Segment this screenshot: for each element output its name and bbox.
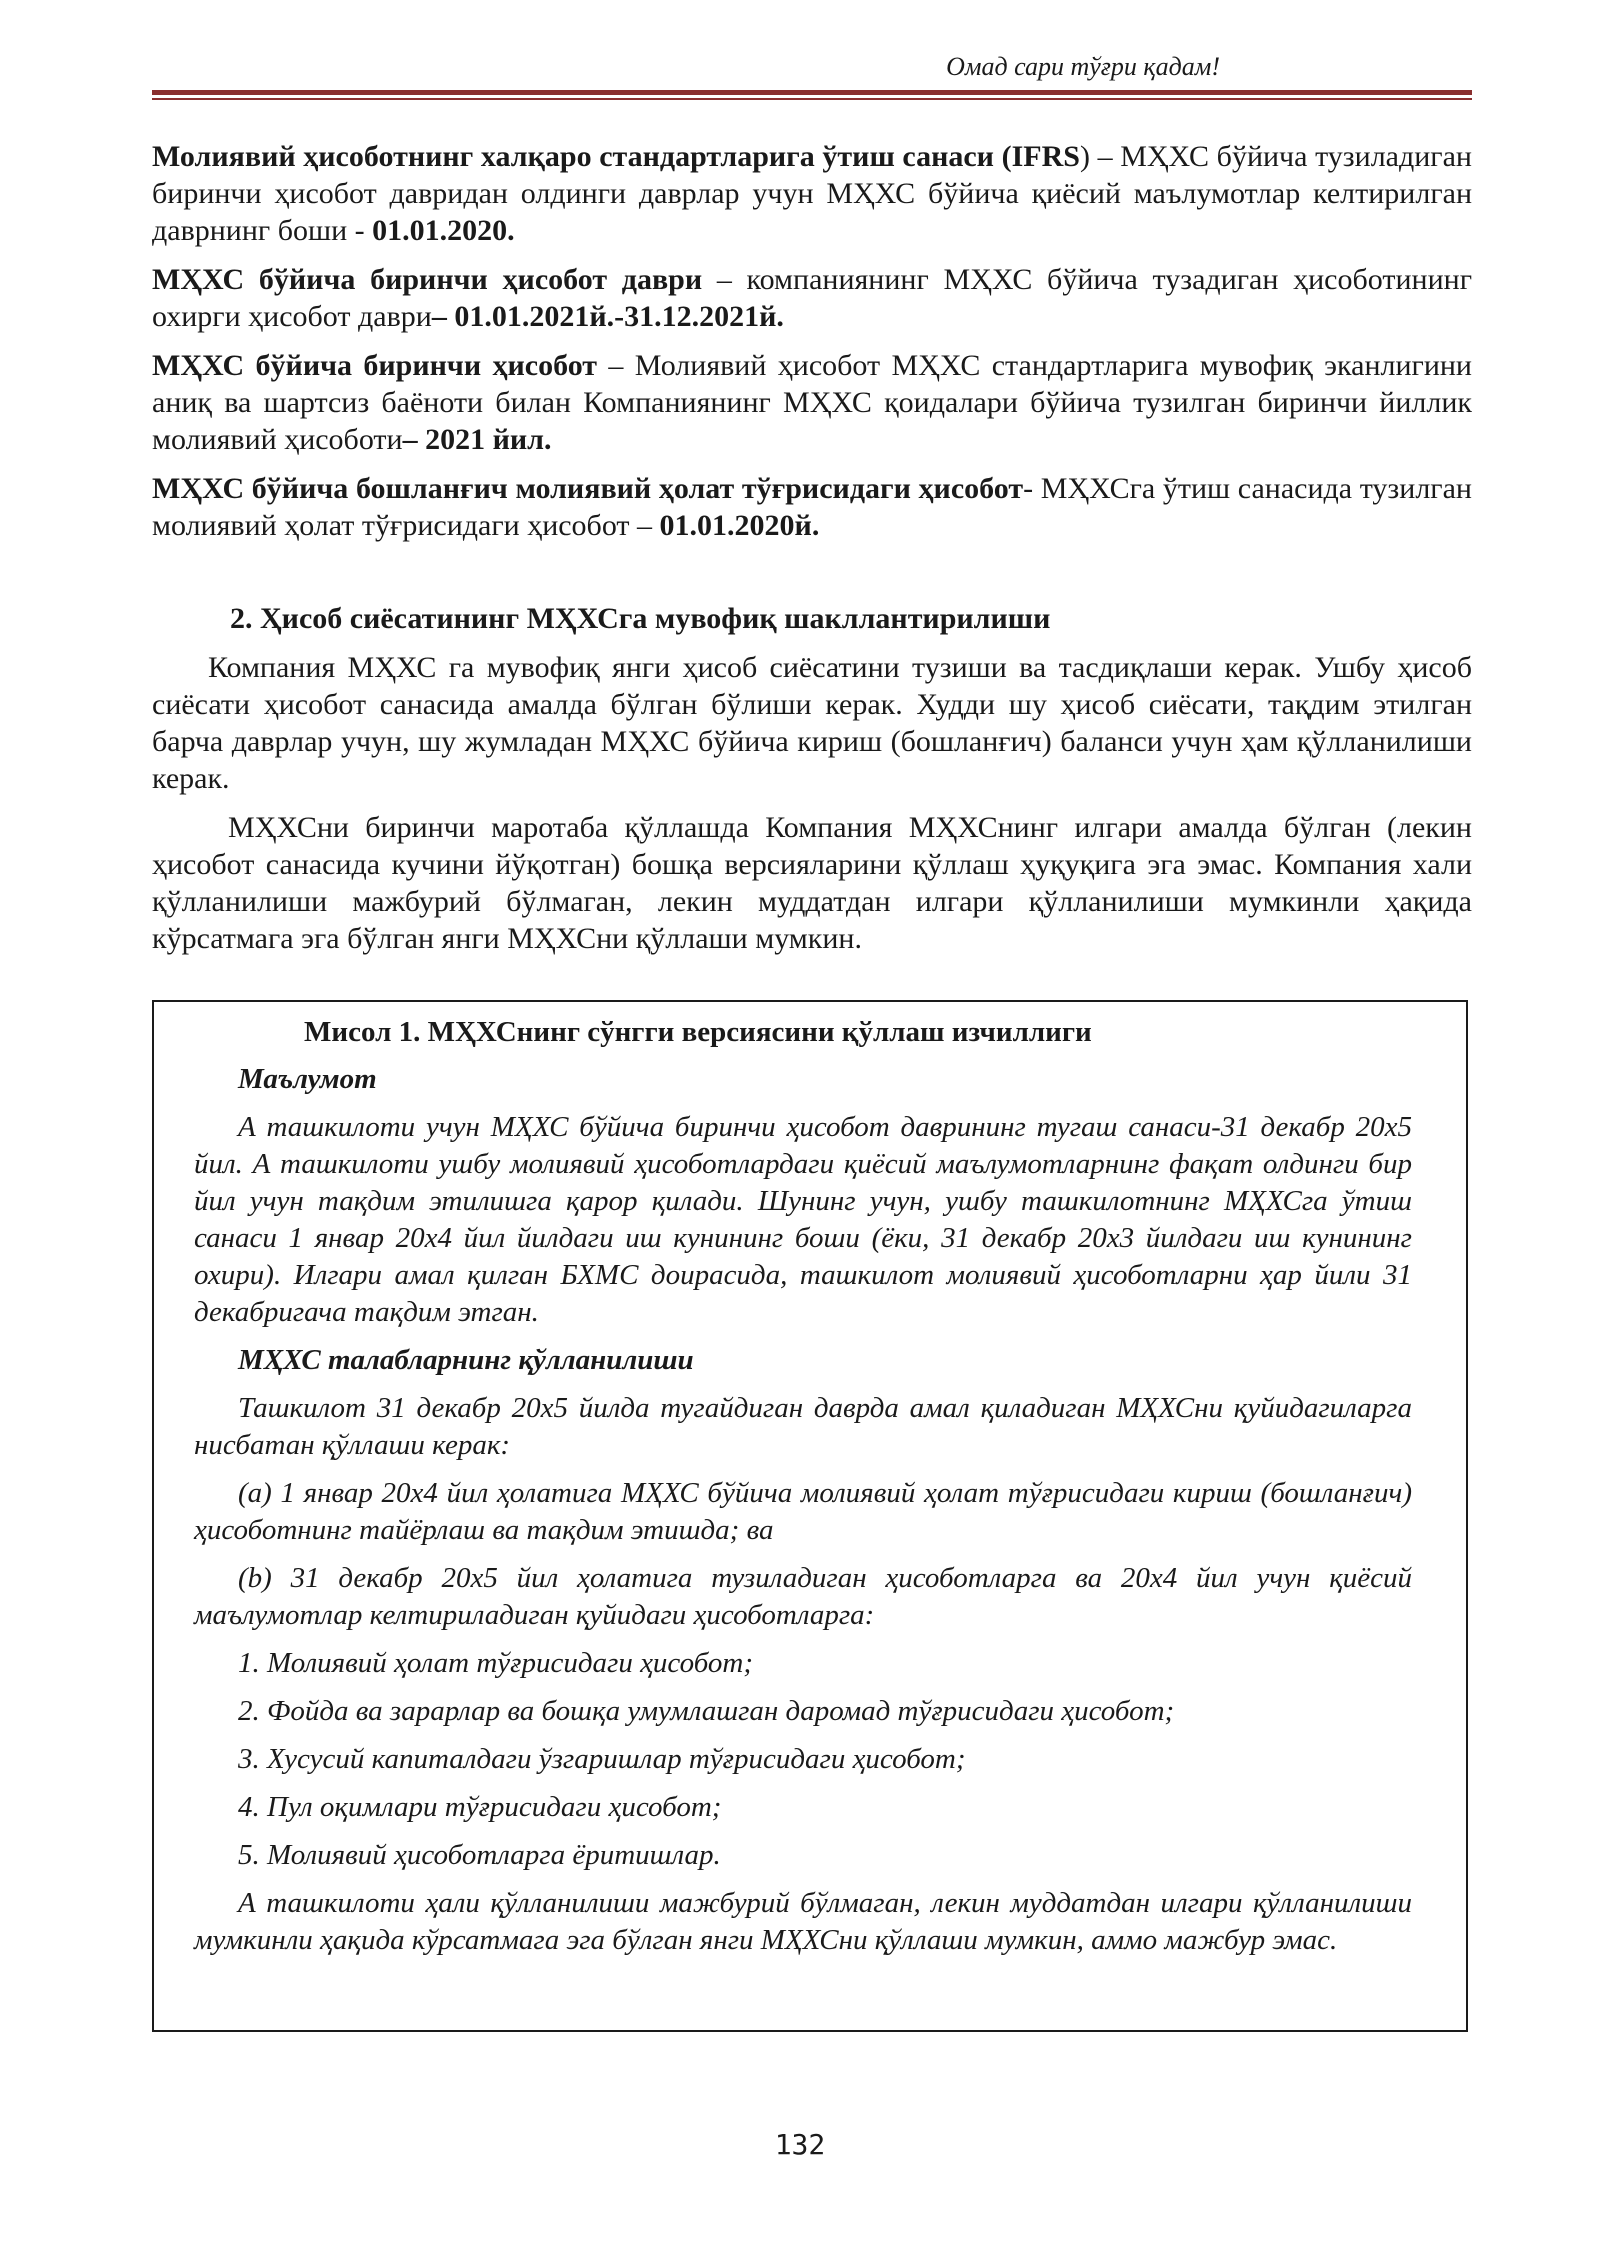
list-item: 3. Хусусий капиталдаги ўзгаришлар тўғрисидаги ҳисобот; xyxy=(238,1743,966,1775)
definition-term: МҲХС бўйича бошланғич молиявий ҳолат тўғрисидаги ҳисобот xyxy=(152,472,1024,505)
definition-term: МҲХС бўйича биринчи ҳисобот xyxy=(152,349,598,382)
header-rule-thin xyxy=(152,98,1472,100)
example-info-text: А ташкилоти учун МҲХС бўйича биринчи ҳисобот даврининг тугаш санаси-31 декабр 20х5 йил. А ташкилоти ушбу молиявий ҳисоботлардаги қиёсий маълумотларнинг фақат олдинги бир йил учун тақдим этилишга қарор қилади. Шунинг учун, ушбу ташкилотнинг МҲХСга ўтиш санаси 1 январ 20х4 йил йилдаги иш кунининг боши (ёки, 31 декабр 20х3 йилдаги иш кунининг охири). Илгари амал қилган БХМС доирасида, ташкилот молиявий ҳисоботларни ҳар йили 31 декабригача тақдим этган. xyxy=(194,1111,1412,1328)
example-requirements-text: Ташкилот 31 декабр 20х5 йилда тугайдиган даврда амал қиладиган МҲХСни қуйидагиларга нисбатан қўллаши керак: xyxy=(194,1392,1412,1461)
definition-first-report xyxy=(152,347,1472,458)
example-item-b: (b) 31 декабр 20х5 йил ҳолатига тузиладиган ҳисоботларга ва 20х4 йил учун қиёсий маълумотлар келтириладиган қуйидаги ҳисоботларга: xyxy=(194,1562,1412,1631)
page-number: 132 xyxy=(774,2128,826,2161)
definition-value: – 2021 йил. xyxy=(402,423,552,456)
definition-term: Молиявий ҳисоботнинг халқаро стандартларига ўтиш санаси ( xyxy=(152,140,1012,173)
definition-text: – МҲХС бўйича тузиладиган биринчи ҳисобот давридан олдинги даврлар учун МҲХС бўйича қиёсий маълумотлар келтирилган даврнинг боши - xyxy=(152,140,1472,247)
list-item: 2. Фойда ва зарарлар ва бошқа умумлашган даромад тўғрисидаги ҳисобот; xyxy=(238,1695,1175,1727)
section-paragraph-2: МҲХСни биринчи маротаба қўллашда Компания МҲХСнинг илгари амалда бўлган (лекин ҳисобот санасида кучини йўқотган) бошқа версияларини қўллаш ҳуқуқига эга эмас. Компания хали қўлланилиши мажбурий бўлмаган, лекин муддатдан илгари қўлланилиши мумкинли ҳақида кўрсатмага эга бўлган янги МҲХСни қўллаши мумкин. xyxy=(152,811,1472,955)
definition-value: 01.01.2020. xyxy=(372,214,515,247)
example-requirements-heading: МҲХС талабларнинг қўлланилиши xyxy=(238,1344,694,1376)
definition-abbr: IFRS xyxy=(1011,140,1080,173)
list-item: 1. Молиявий ҳолат тўғрисидаги ҳисобот; xyxy=(238,1647,754,1679)
main-content xyxy=(152,138,1472,969)
definition-text: – Молиявий ҳисобот МҲХС стандартларига мувофиқ эканлигини аниқ ва шартсиз баёноти билан Компаниянинг МҲХС қоидалари бўйича тузилган биринчи йиллик молиявий ҳисоботи xyxy=(152,349,1472,456)
header-rule-thick xyxy=(152,90,1472,95)
example-info-heading: Маълумот xyxy=(238,1063,377,1095)
definition-text: - МҲХСга ўтиш санасида тузилган молиявий ҳолат тўғрисидаги ҳисобот – xyxy=(152,472,1472,542)
definition-first-period xyxy=(152,261,1472,335)
example-box xyxy=(152,1000,1468,2032)
section-heading: 2. Ҳисоб сиёсатининг МҲХСга мувофиқ шакллантирилиши xyxy=(230,602,1051,635)
example-title: Мисол 1. МҲХСнинг сўнгги версиясини қўллаш изчиллиги xyxy=(304,1016,1092,1048)
header-title: Омад сари тўғри қадам! xyxy=(946,52,1220,81)
example-closing: А ташкилоти ҳали қўлланилиши мажбурий бўлмаган, лекин муддатдан илгари қўлланилиши мумкинли ҳақида кўрсатмага эга бўлган янги МҲХСни қўллаши мумкин, аммо мажбур эмас. xyxy=(194,1887,1412,1956)
definition-term: МҲХС бўйича биринчи ҳисобот даври xyxy=(152,263,703,296)
definition-value: 01.01.2020й. xyxy=(659,509,820,542)
definition-text: – компаниянинг МҲХС бўйича тузадиган ҳисоботининг охирги ҳисобот даври xyxy=(152,263,1473,333)
list-item: 5. Молиявий ҳисоботларга ёритишлар. xyxy=(238,1839,721,1871)
example-item-a: (а) 1 январ 20х4 йил ҳолатига МҲХС бўйича молиявий ҳолат тўғрисидаги кириш (бошланғич) ҳисоботнинг тайёрлаш ва тақдим этишда; ва xyxy=(194,1477,1412,1546)
list-item: 4. Пул оқимлари тўғрисидаги ҳисобот; xyxy=(238,1791,722,1823)
definition-opening-balance xyxy=(152,470,1472,544)
definition-value: – 01.01.2021й.-31.12.2021й. xyxy=(431,300,784,333)
section-paragraph-1: Компания МҲХС га мувофиқ янги ҳисоб сиёсатини тузиши ва тасдиқлаши керак. Ушбу ҳисоб сиёсати ҳисобот санасида амалда бўлган бўлиши керак. Худди шу ҳисоб сиёсати, тақдим этилган барча даврлар учун, шу жумладан МҲХС бўйича кириш (бошланғич) баланси учун ҳам қўлланилиши керак. xyxy=(152,651,1472,795)
definition-ifrs-transition: Молиявий ҳисоботнинг халқаро стандартларига ўтиш санаси (IFRS) – МҲХС бўйича тузиладиган биринчи ҳисобот давридан олдинги даврлар учун МҲХС бўйича қиёсий маълумотлар келтирилган даврнинг боши - 01.01.2020. xyxy=(152,140,1472,247)
